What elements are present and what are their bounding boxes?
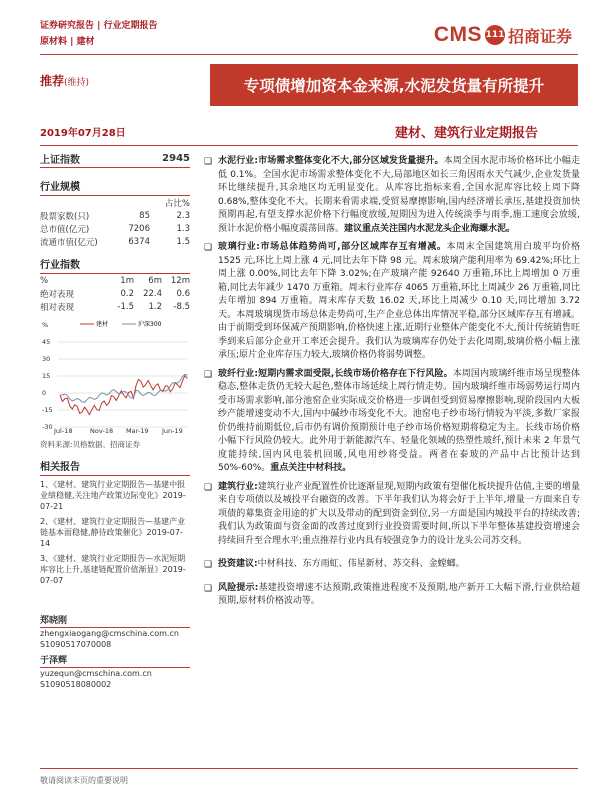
header-divider	[40, 54, 578, 55]
body-paragraph	[204, 155, 580, 236]
y-tick-label: 45	[42, 338, 51, 346]
scale-row: 流通市值(亿元) 6374 1.5	[40, 236, 190, 248]
paragraph-body: 建筑行业产业配置性价比逐渐显现,短期内政策有望催化板块提升估值,主要的增量来自专项债以及城投平台融资的改善。下半年我们认为将会好于上半年,增量一方面来自专项债的募集资金用途的扩大以及带动的配到资金到位,另一方面是国内城投平台的持续改善;我们认为政策面与资金面的改善过度到行业投资需要时间,所以下半年整体基建投资增速会持续回升至合理水平;重点推荐行业内具有较强竞争力的设计龙头公司苏交科。	[218, 481, 580, 546]
y-tick-label: -15	[42, 406, 53, 414]
body-paragraph	[204, 582, 580, 609]
legend-label-a: 建材	[96, 321, 109, 328]
industry-index-chart	[40, 315, 190, 435]
x-tick-label: Mar-19	[126, 427, 149, 435]
scale-title: 行业规模	[40, 178, 190, 196]
report-body	[204, 155, 580, 614]
paragraph-body: 本周国内玻璃纤维市场呈现整体稳态,整体走货仍无较大起色,整体市场延续上周行情走势。国内玻璃纤维市场弱势运行周内受市场需求影响,部分池窑企业实际成交价格进一步调但受到贸易摩擦影响,现阶段国内大板纱产能增速变动不大,国内中碱纱市场变化不大。池窑电子纱市场行情较为平淡,多数厂家报价仍维持前期低位,后市仍有调价预期预计电子纱市场价格短期将稳定为主。长线市场价格小幅下行风险仍较大。此外用于新能源汽车、轻量化领域的热塑性玻纤,预计未来 2 年景气度能持续,国内风电装机回暖,风电用纱将受益。两者在泰玻的产品中占比预计达到 50%-60%。	[218, 368, 580, 473]
x-tick-label: Jun-19	[162, 427, 183, 435]
analyst-email[interactable]: zhengxiaogang@cmschina.com.cn	[40, 629, 179, 638]
y-tick-label: 30	[42, 355, 51, 363]
y-tick-label: -30	[42, 423, 53, 431]
analyst-email[interactable]: yuzequn@cmschina.com.cn	[40, 669, 152, 678]
perf-title: 行业指数	[40, 256, 190, 274]
title-banner: 专项债增加资本金来源,水泥发货量有所提升	[210, 64, 578, 106]
chart-line-building-materials	[60, 376, 187, 415]
related-reports	[40, 479, 190, 586]
analyst-name: 于泽辉	[40, 656, 190, 668]
analysts	[40, 616, 190, 690]
scale-row: 总市值(亿元) 7206 1.3	[40, 223, 190, 235]
logo-badge-icon: 111	[485, 25, 505, 45]
paragraph-heading: 水泥行业:市场需求整体变化不大,部分区域发货量提升。	[218, 156, 444, 166]
related-report-item: 3、《建材、建筑行业定期报告—水泥短期库容比上升,基建链配置价值渐显》2019-07-07	[40, 554, 186, 585]
analyst-name: 郑晓刚	[40, 616, 190, 628]
header-line2: 原材料 | 建材	[40, 37, 95, 47]
rating: 推荐(维持)	[40, 74, 90, 88]
report-title: 建材、建筑行业定期报告	[394, 126, 538, 141]
paragraph-highlight: 重点关注中材科技。	[270, 463, 352, 473]
analyst-id: S1090518080002	[40, 680, 112, 689]
y-tick-label: %	[42, 321, 49, 329]
perf-row: 绝对表现 0.2 22.4 0.6	[40, 288, 190, 300]
body-paragraph	[204, 481, 580, 549]
checkbox-bullet-icon: ❑	[204, 157, 213, 167]
paragraph-body: 中材科技、东方雨虹、伟星新材、苏交科、金螳螂。	[257, 559, 465, 569]
paragraph-heading: 投资建议:	[218, 559, 258, 569]
x-tick-label: Jul-18	[54, 427, 73, 435]
checkbox-bullet-icon: ❑	[204, 369, 213, 380]
checkbox-bullet-icon: ❑	[204, 243, 213, 253]
body-paragraph	[204, 368, 580, 476]
related-report-item: 2、《建材、建筑行业定期报告—基建产业链基本面稳健,静待政策催化》2019-07-14	[40, 517, 186, 548]
legend-label-b: 沪深300	[138, 321, 162, 328]
paragraph-highlight: 建议重点关注国内水泥龙头企业海螺水泥。	[344, 223, 516, 234]
scale-row: 股票家数(只) 85 2.3	[40, 210, 190, 222]
related-report-item: 1、《建材、建筑行业定期报告—基建中报业绩稳健,关注地产政策边际变化》2019-07-21	[40, 480, 186, 511]
paragraph-body: 本周末全国建筑用白玻平均价格 1525 元,环比上周上涨 4 元,同比去年下降 98 元。周末玻璃产能利用率为 69.42%;环比上周上涨 0.00%,同比去年下降 3.02%;在产玻璃产能 92640 万重箱,环比上周增加 0 万重箱,同比去年减少 1470 万重箱。周末行业库存 4065 万重箱,环比上周减少 26 万重箱,同比去年增加 894 万重箱。周末库存天数 16.02 天,环比上周减少 0.10 天,同比增加 3.72 天。本周玻璃现货市场总体走势尚可,生产企业总体出库情况平稳,部分区域库存互有增减。由于前期受到环保减产预期影响,价格快速上涨,近期行业整体产能变化不大,预计传统销售旺季到来后部分企业开工率还会提升。我们认为玻璃库存仍处于去化周期,玻璃价格小幅上涨承压;原片企业库存压力较大,玻璃价格仍将弱势调整。	[218, 242, 581, 360]
paragraph-heading: 风险提示:	[218, 582, 259, 593]
index-row: 上证指数 2945	[40, 153, 190, 166]
x-tick-label: Nov-18	[90, 427, 114, 435]
body-paragraph	[204, 241, 580, 363]
body-paragraph	[204, 558, 580, 572]
paragraph-body: 基建投资增速不达预期,政策推进程度不及预期,地产新开工大幅下滑,行业供给超预期,原材料价格波动等。	[218, 582, 580, 606]
checkbox-bullet-icon: ❑	[204, 560, 213, 570]
y-tick-label: 15	[42, 372, 51, 380]
paragraph-body: 本周全国水泥市场价格环比小幅走低 0.1%。全国水泥市场需求整体变化不大,局部地区如长三角因雨水天气减少,企业发货量环比继续提升,其余地区均无明显变化。从库容比指标来看,全国水泥库容比较上周下降 0.68%,整体变化不大。长期来看需求端,受贸易摩擦影响,国内经济增长承压,基建投资加快预期再起,有望支撑水泥价格下行幅度放缓,短期因为进入传统淡季与雨季,施工速度会放缓,预计水泥价格小幅度震荡回落。	[218, 156, 580, 234]
footer-divider	[40, 768, 578, 769]
checkbox-bullet-icon: ❑	[204, 583, 213, 594]
footer-note: 敬请阅读末页的重要说明	[40, 776, 128, 785]
paragraph-heading: 玻璃行业:市场总体趋势尚可,部分区域库存互有增减。	[218, 242, 447, 252]
paragraph-heading: 玻纤行业:短期内需求面受限,长线市场价格存在下行风险。	[218, 368, 453, 379]
left-sidebar: 上证指数 2945 行业规模 占比% 股票家数(只) 85 2.3 总市值(亿元) 7206 1.3 流通市值(亿元) 6374 1.5 行业指数 % 1m 6m 12m 绝对表现 0.2 22.4 0.6 相对表现 -1.5 1.2 -8.5 % 45 30 15 0 -15 -30 Jul-18 Nov-18 Mar-19 Jun-19 建材 沪深300 资料来源:贝格数据、招商证券 相关报告 1、《建材、建筑行业定期报告—基建中报业绩稳健,关注地产政策边际变化》2019-07-21 2、《建材、建筑行业定期报告—基建产业链基本面稳健,静待政策催化》2019-07-14 3、《建材、建筑行业定期报告—水泥短期库容比上升,基建链配置价值渐显》2019-07-07 郑晓刚 zhengxiaogang@cmschina.com.cn S1090517070008 于泽辉 yuzequn@cmschina.com.cn S1090518080002	[40, 153, 190, 689]
report-date: 2019年07月28日	[40, 128, 126, 139]
y-tick-label: 0	[42, 389, 47, 397]
paragraph-heading: 建筑行业:	[218, 481, 258, 492]
related-title: 相关报告	[40, 458, 190, 476]
checkbox-bullet-icon: ❑	[204, 482, 213, 493]
perf-row: 相对表现 -1.5 1.2 -8.5	[40, 301, 190, 313]
title-divider	[40, 145, 578, 146]
header-line1: 证券研究报告 | 行业定期报告	[40, 21, 158, 31]
analyst-id: S1090517070008	[40, 640, 112, 649]
chart-line-csi300	[60, 374, 187, 402]
chart-source: 资料来源:贝格数据、招商证券	[40, 440, 141, 449]
cms-logo: CMS 111 招商证券	[433, 23, 572, 46]
